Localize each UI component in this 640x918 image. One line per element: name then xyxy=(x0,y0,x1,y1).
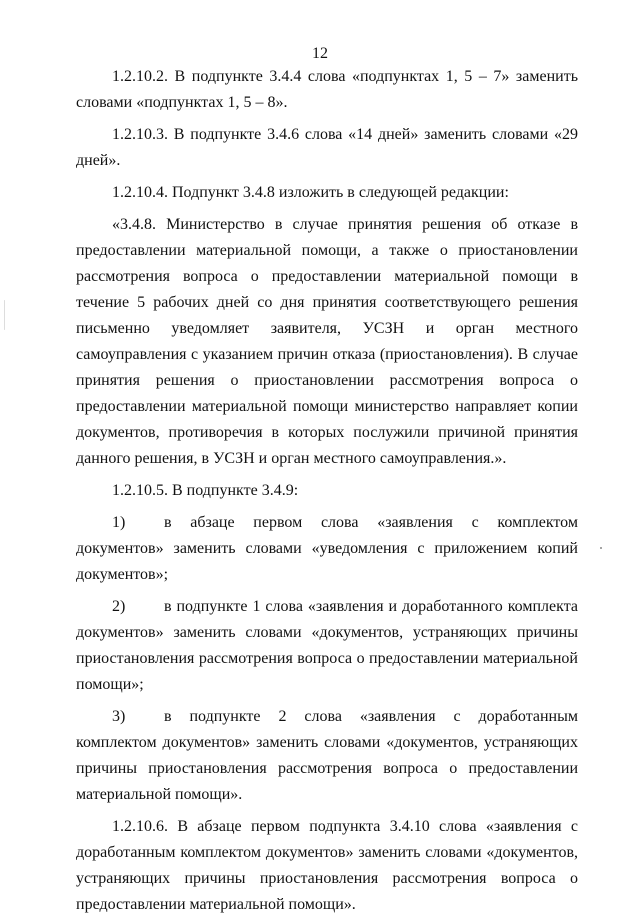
list-item-text: в подпункте 1 слова «заявления и доработанного комплекта документов» заменить словами «документов, устраняющих причины приостановления рассмотрения вопроса о предоставлении материальной помощи»; xyxy=(76,598,578,693)
paragraph-1-2-10-4: 1.2.10.4. Подпункт 3.4.8 изложить в следующей редакции: xyxy=(112,184,509,201)
page-number: 12 xyxy=(312,45,328,62)
list-item-1 xyxy=(76,510,578,588)
list-item-2 xyxy=(76,594,578,698)
list-item-number: 2) xyxy=(112,598,126,615)
list-item-number: 3) xyxy=(112,708,126,725)
quoted-paragraph-3-4-8: «3.4.8. Министерство в случае принятия решения об отказе в предоставлении материальной помощи, а также о приостановлении рассмотрения вопроса о предоставлении материальной помощи в течение 5 рабочих дней со дня принятия соответствующего решения письменно уведомляет заявителя, УСЗН и орган местного самоуправления с указанием причин отказа (приостановления). В случае принятия решения о приостановлении рассмотрения вопроса о предоставлении материальной помощи министерство направляет копии документов, противоречия в которых послужили причиной принятия данного решения, в УСЗН и орган местного самоуправления.». xyxy=(76,216,578,467)
paragraph-1-2-10-3: 1.2.10.3. В подпункте 3.4.6 слова «14 дней» заменить словами «29 дней». xyxy=(76,126,578,169)
list-item-text: в подпункте 2 слова «заявления с доработанным комплектом документов» заменить словами «документов, устраняющих причины приостановления рассмотрения вопроса о предоставлении материальной помощи». xyxy=(76,708,578,803)
scan-speck xyxy=(600,547,602,549)
list-item-text: в абзаце первом слова «заявления с комплектом документов» заменить словами «уведомления с приложением копий документов»; xyxy=(76,514,578,583)
list-item-3 xyxy=(76,704,578,808)
document-body xyxy=(76,64,578,918)
scan-speck xyxy=(4,300,5,330)
paragraph-1-2-10-6: 1.2.10.6. В абзаце первом подпункта 3.4.10 слова «заявления с доработанным комплектом документов» заменить словами «документов, устраняющих причины приостановления рассмотрения вопроса о предоставлении материальной помощи». xyxy=(76,818,578,913)
list-item-number: 1) xyxy=(112,514,126,531)
paragraph-1-2-10-2: 1.2.10.2. В подпункте 3.4.4 слова «подпунктах 1, 5 – 7» заменить словами «подпунктах 1, 5 – 8». xyxy=(76,68,578,111)
paragraph-1-2-10-5: 1.2.10.5. В подпункте 3.4.9: xyxy=(112,482,299,499)
